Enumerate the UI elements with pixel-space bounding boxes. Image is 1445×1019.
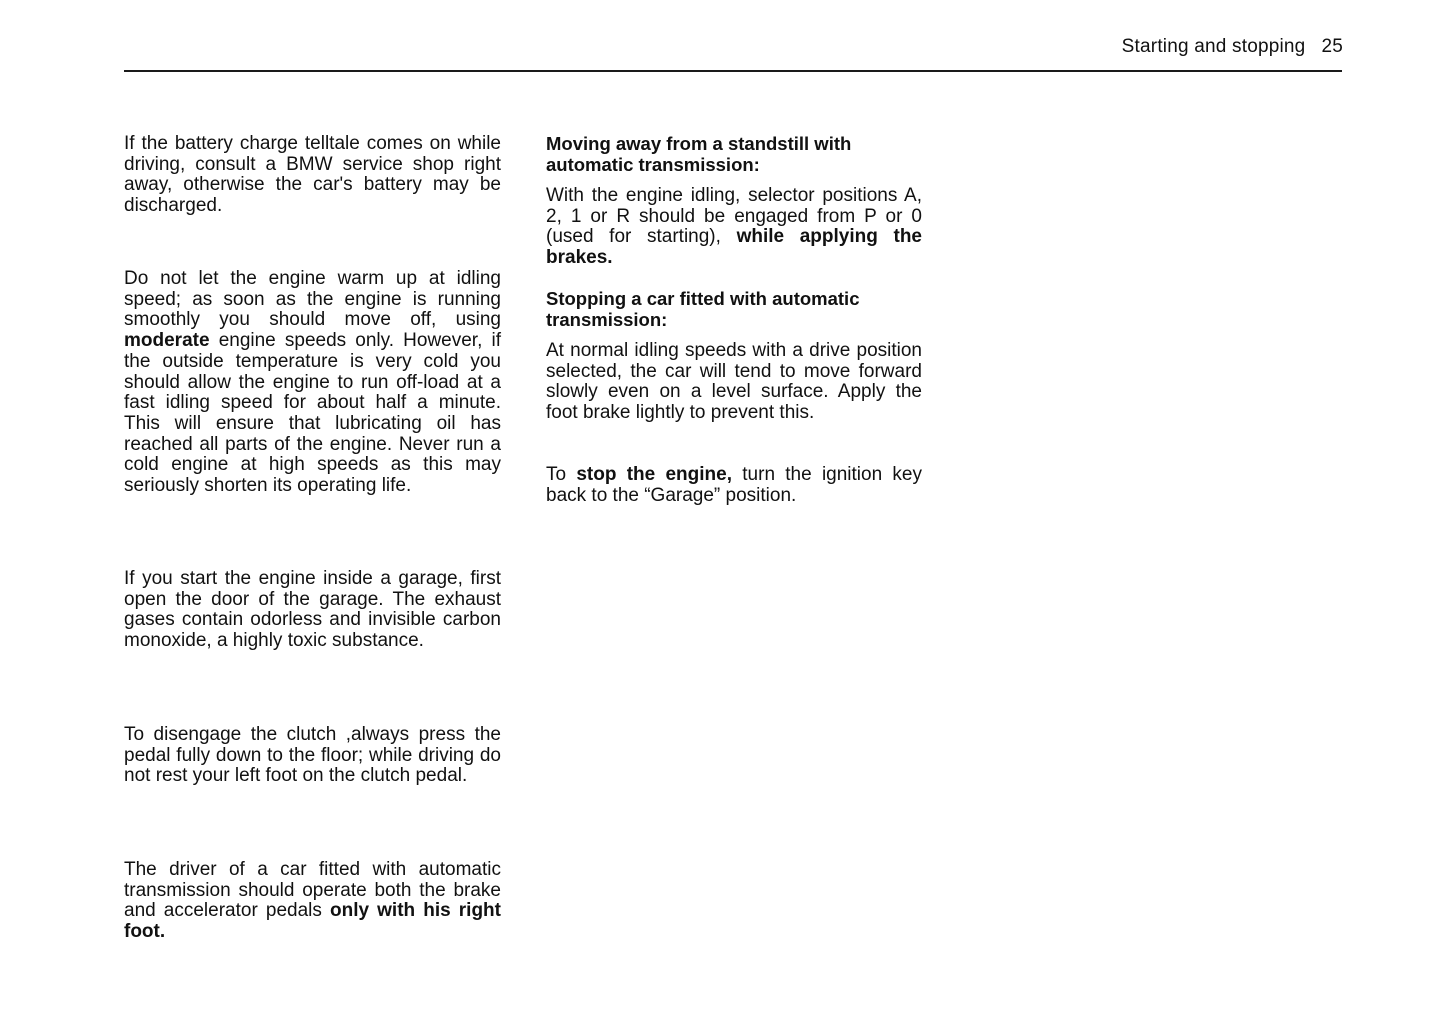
clutch-paragraph: To disengage the clutch ,always press the pedal fully down to the floor; while driving do not rest your left foot on the clutch pedal.: [124, 724, 501, 787]
emphasis-moderate: moderate: [124, 330, 210, 352]
stopping-heading: Stopping a car fitted with automatic transmission:: [546, 288, 860, 330]
page-number: 25: [1321, 36, 1343, 57]
moving-away-paragraph: With the engine idling, selector positions A, 2, 1 or R should be engaged from P or 0 (used for starting), while applying the brakes.: [546, 185, 923, 269]
engine-warm-up-paragraph: Do not let the engine warm up at idling speed; as soon as the engine is running smoothly you should move off, using moderate engine speeds only. However, if the outside temperature is very cold you should allow the engine to run off-load at a fast idling speed for about half a minute. This will ensure that lubricating oil has reached all parts of the engine. Never run a cold engine at high speeds as this may seriously shorten its operating life.: [124, 268, 502, 497]
page-header: [1122, 36, 1343, 58]
moving-away-heading: Moving away from a standstill with automatic transmission:: [546, 133, 852, 175]
automatic-transmission-driver-paragraph: The driver of a car fitted with automatic transmission should operate both the brake and accelerator pedals only with his right foot.: [124, 859, 501, 943]
section-title: Starting and stopping: [1121, 36, 1306, 57]
header-rule: [124, 70, 1342, 72]
emphasis-applying-brakes: while applying the brakes.: [546, 226, 923, 269]
stop-engine-paragraph: To stop the engine, turn the ignition key back to the “Garage” position.: [546, 464, 922, 506]
stopping-paragraph: At normal idling speeds with a drive position selected, the car will tend to move forward slowly even on a level surface. Apply the foot brake lightly to prevent this.: [546, 340, 922, 424]
garage-warning-paragraph: If you start the engine inside a garage, first open the door of the garage. The exhaust gases contain odorless and invisible carbon monoxide, a highly toxic substance.: [124, 568, 501, 652]
emphasis-stop-engine: stop the engine,: [576, 464, 732, 485]
battery-telltale-paragraph: If the battery charge telltale comes on while driving, consult a BMW service shop right away, otherwise the car's battery may be discharged.: [124, 133, 501, 217]
emphasis-right-foot: only with his right foot.: [124, 900, 501, 943]
